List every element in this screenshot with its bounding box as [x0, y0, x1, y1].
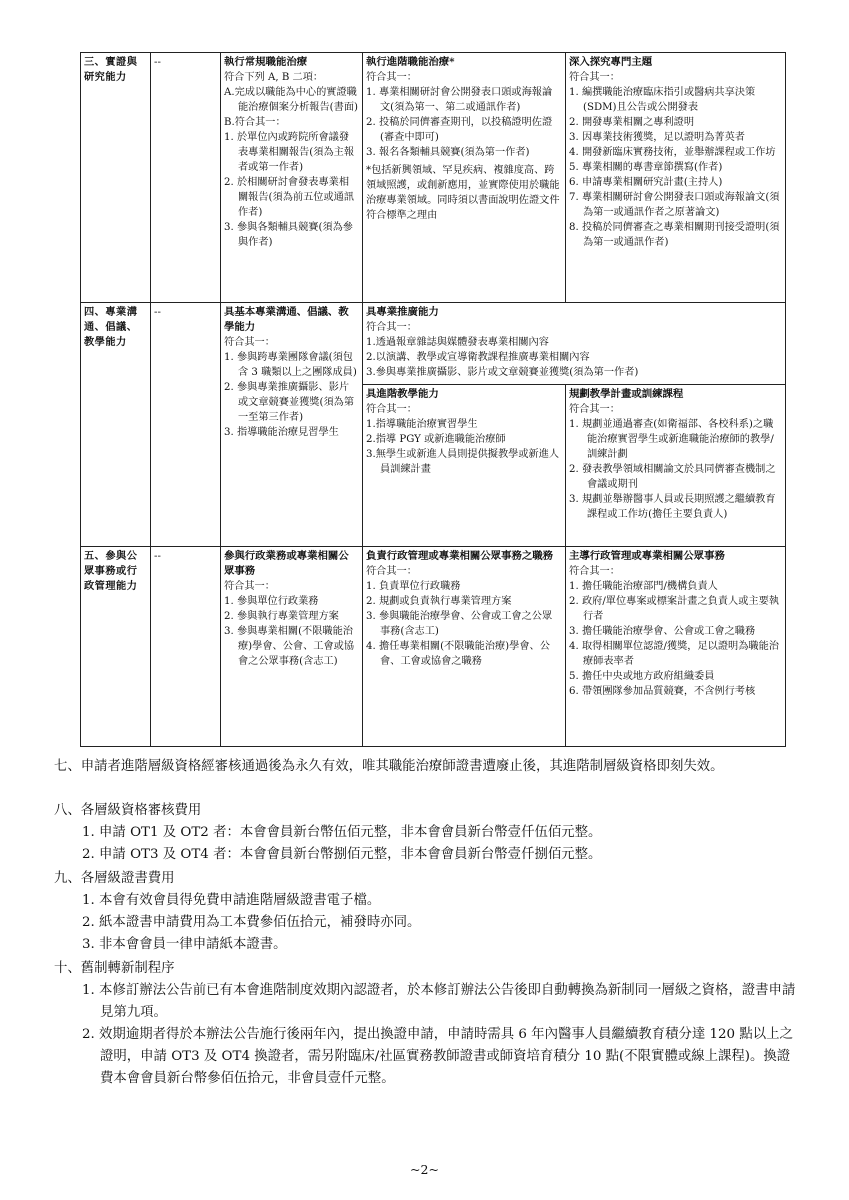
cell-line: 2. 規劃或負責執行專業管理方案	[366, 596, 512, 607]
cell-heading: 執行進階職能治療*	[366, 56, 455, 68]
cell-line: 1. 參與單位行政業務	[224, 596, 319, 607]
cell-line: 1. 負責單位行政職務	[366, 581, 461, 592]
competency-table	[80, 52, 786, 747]
section-8-title: 八、各層級資格審核費用	[54, 803, 202, 818]
cell-heading: 執行常規職能治療	[224, 56, 308, 68]
cell-line: 符合其一：	[569, 72, 620, 83]
level-cell	[221, 547, 363, 747]
cell-line: 1. 規劃並通過審查(如衛福部、各校科系)之職能治療實習學生或新進職能治療師的教學/訓練計劃	[569, 419, 774, 460]
level-cell	[363, 547, 566, 747]
cell-line: 符合其一：	[569, 566, 620, 577]
cell-line: 7. 專業相關研討會公開發表口頭或海報論文(須為第一或通訊作者之原著論文)	[569, 192, 780, 218]
section-10-item	[82, 980, 797, 1024]
section-7-text: 七、申請者進階層級資格經審核通過後為永久有效，唯其職能治療師證書遭廢止後，其進階制層級資格即刻失效。	[54, 759, 724, 774]
cell-line: 2. 開發專業相關之專利證明	[569, 117, 695, 128]
cell-line: 8. 投稿於同儕審查之專業相關期刊接受證明(須為第一或通訊作者)	[569, 222, 780, 248]
cell-line: 1. 於單位內或跨院所會議發表專業相關報告(須為主報者或第一作者)	[224, 132, 355, 173]
cell-line: 3. 規劃並舉辦醫事人員或長期照護之繼續教育課程或工作坊(擔任主要負責人)	[569, 494, 776, 520]
cell-line: 4. 擔任專業相關(不限職能治療)學會、公會、工會或協會之職務	[366, 641, 550, 667]
cell-line: 3. 參與專業相關(不限職能治療)學會、公會、工會或協會之公眾事務(含志工)	[224, 626, 355, 667]
section-9-title: 九、各層級證書費用	[54, 871, 175, 886]
cell-heading: 參與行政業務或專業相關公眾事務	[224, 550, 349, 577]
cell-line: 5. 擔任中央或地方政府組織委員	[569, 671, 715, 682]
cell-heading: 深入探究專門主題	[569, 56, 653, 68]
section-7	[54, 756, 799, 778]
cell-line: 6. 帶領團隊參加品質競賽，不含例行考核	[569, 686, 756, 697]
cell-line: 3.參與專業推廣攝影、影片或文章競賽並獲獎(須為第一作者)	[366, 367, 639, 378]
level-cell	[566, 547, 786, 747]
area-label: 四、專業溝通、倡議、教學能力	[81, 303, 151, 547]
cell-heading: 具專業推廣能力	[366, 306, 439, 318]
section-9-item: 3. 非本會會員一律申請紙本證書。	[82, 937, 287, 952]
cell-heading: 具基本專業溝通、倡議、教學能力	[224, 306, 349, 333]
cell-line: 1. 擔任職能治療部門/機構負責人	[569, 581, 718, 592]
cell-line: 符合下列 A, B 二項：	[224, 72, 324, 83]
cell-line: B.符合其一：	[224, 117, 286, 128]
cell-line: 符合其一：	[366, 322, 417, 333]
level-cell	[363, 385, 566, 547]
cell-line: 1.透過報章雜誌與媒體發表專業相關內容	[366, 337, 549, 348]
cell-line: 2. 投稿於同儕審查期刊，以投稿證明佐證(審查中即可)	[366, 117, 553, 143]
section-9-item: 1. 本會有效會員得免費申請進階層級證書電子檔。	[82, 893, 381, 908]
cell-line: 1. 參與跨專業團隊會議(須包含 3 職類以上之團隊成員)	[224, 352, 357, 378]
cell-line: 3. 報名各類輔具競賽(須為第一作者)	[366, 147, 530, 158]
cell-heading: 規劃教學計畫或訓練課程	[569, 388, 684, 400]
level-cell	[363, 53, 566, 303]
cell-line: 3. 擔任職能治療學會、公會或工會之職務	[569, 626, 756, 637]
cell-line: 2. 發表教學領域相關論文於具同儕審查機制之會議或期刊	[569, 464, 776, 490]
section-8-item: 2. 申請 OT3 及 OT4 者：本會會員新台幣捌佰元整，非本會會員新台幣壹仟捌佰元整。	[82, 847, 602, 862]
cell-line: 6. 申請專業相關研究計畫(主持人)	[569, 177, 723, 188]
section-10-item-text: 2. 效期逾期者得於本辦法公告施行後兩年內，提出換證申請，申請時需具 6 年內醫事人員繼續教育積分達 120 點以上之證明，申請 OT3 及 OT4 換證者，需另附臨床/社區實務教師證書或師資培育積分 10 點(不限實體或線上課程)。換證費本會會員新台幣參佰伍拾元，非會員壹仟元整。	[82, 1027, 793, 1086]
section-10-title: 十、舊制轉新制程序	[54, 961, 175, 976]
section-8-item: 1. 申請 OT1 及 OT2 者：本會會員新台幣伍佰元整，非本會會員新台幣壹仟伍佰元整。	[82, 825, 602, 840]
section-10-item	[82, 1024, 797, 1090]
cell-line: 符合其一：	[366, 72, 417, 83]
level-cell	[221, 303, 363, 547]
dash-cell: --	[151, 303, 221, 547]
page-number: ~2~	[410, 1162, 439, 1177]
table-row	[81, 303, 786, 385]
table-row	[81, 547, 786, 747]
cell-line: 符合其一：	[224, 337, 275, 348]
cell-line: 符合其一：	[224, 581, 275, 592]
cell-line: 2. 政府/單位專案或標案計畫之負責人或主要執行者	[569, 596, 779, 622]
cell-line: 2. 於相關研討會發表專業相關報告(須為前五位或通訊作者)	[224, 177, 355, 218]
cell-line: 符合其一：	[366, 404, 417, 415]
cell-line: 4. 開發新臨床實務技術，並舉辦課程或工作坊	[569, 147, 776, 158]
cell-line: A.完成以職能為中心的實證職能治療個案分析報告(書面)	[224, 87, 359, 113]
dash-cell: --	[151, 547, 221, 747]
cell-line: 2. 參與執行專業管理方案	[224, 611, 339, 622]
cell-line: 2.以演講、教學或宣導衛教課程推廣專業相關內容	[366, 352, 590, 363]
cell-line: 2. 參與專業推廣攝影、影片或文章競賽並獲獎(須為第一至第三作者)	[224, 382, 355, 423]
cell-line: 3. 參與職能治療學會、公會或工會之公眾事務(含志工)	[366, 611, 553, 637]
cell-note: *包括新興領域、罕見疾病、複雜度高、跨領域照護，或創新應用，並實際使用於職能治療專業領域。同時須以書面說明佐證文件符合標準之理由	[366, 165, 560, 221]
cell-line: 符合其一：	[366, 566, 417, 577]
section-10-item-text: 1. 本修訂辦法公告前已有本會進階制度效期內認證者，於本修訂辦法公告後即自動轉換為新制同一層級之資格，證書申請見第九項。	[82, 983, 796, 1020]
cell-line: 1. 編撰職能治療臨床指引或醫病共享決策(SDM)且公告或公開發表	[569, 87, 756, 113]
cell-line: 1.指導職能治療實習學生	[366, 419, 478, 430]
cell-line: 4. 取得相關單位認證/獲獎，足以證明為職能治療師表率者	[569, 641, 779, 667]
cell-line: 5. 專業相關的專書章節撰寫(作者)	[569, 162, 723, 173]
cell-line: 3.無學生或新進人員則提供擬教學或新進人員訓練計畫	[366, 449, 560, 475]
table-row	[81, 53, 786, 303]
level-cell	[221, 53, 363, 303]
cell-line: 3. 指導職能治療見習學生	[224, 427, 339, 438]
cell-line: 2.指導 PGY 或新進職能治療師	[366, 434, 506, 445]
cell-line: 3. 因專業技術獲獎，足以證明為菁英者	[569, 132, 745, 143]
area-label: 三、實證與研究能力	[81, 53, 151, 303]
section-9-item: 2. 紙本證書申請費用為工本費參佰伍拾元，補發時亦同。	[82, 915, 421, 930]
cell-line: 3. 參與各類輔具競賽(須為參與作者)	[224, 222, 353, 248]
dash-cell: --	[151, 53, 221, 303]
level-cell-merged	[363, 303, 786, 385]
cell-heading: 負責行政管理或專業相關公眾事務之職務	[366, 550, 554, 562]
area-label: 五、參與公眾事務或行政管理能力	[81, 547, 151, 747]
cell-line: 1. 專業相關研討會公開發表口頭或海報論文(須為第一、第二或通訊作者)	[366, 87, 553, 113]
level-cell	[566, 53, 786, 303]
cell-heading: 具進階教學能力	[366, 388, 439, 400]
cell-line: 符合其一：	[569, 404, 620, 415]
cell-heading: 主導行政管理或專業相關公眾事務	[569, 550, 725, 562]
level-cell	[566, 385, 786, 547]
